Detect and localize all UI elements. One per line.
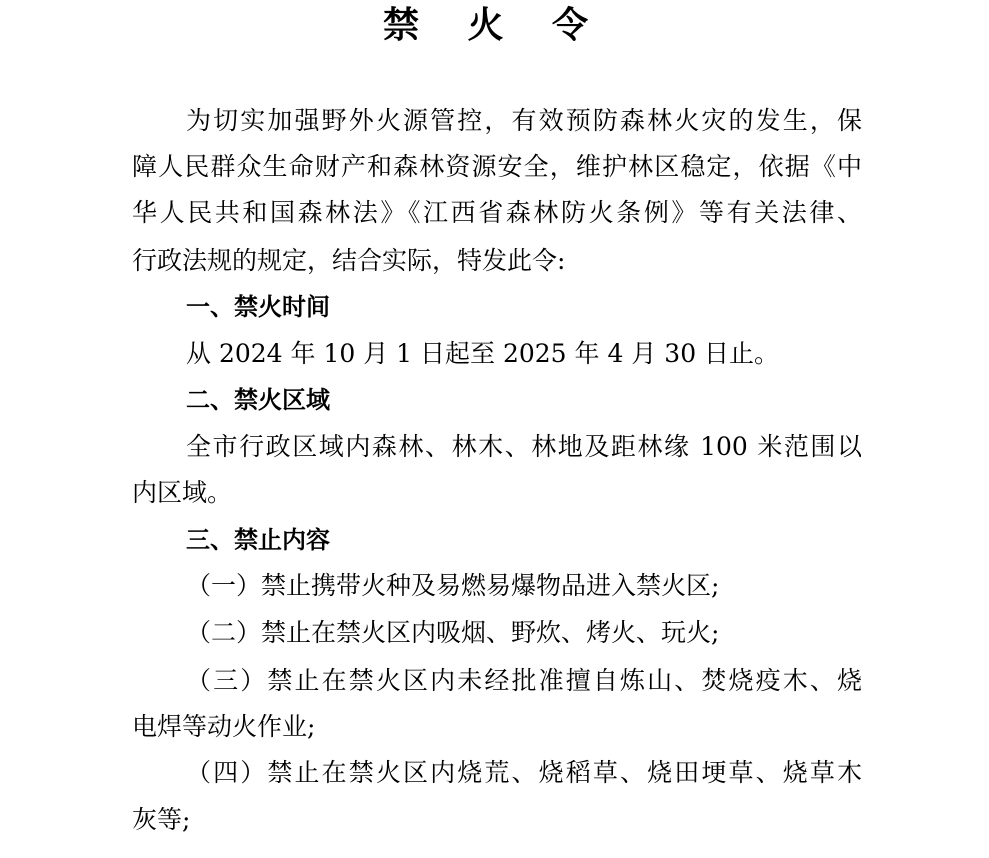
section-heading: 三、禁止内容: [186, 526, 330, 554]
paragraph-line: 从 2024 年 10 月 1 日起至 2025 年 4 月 30 日止。: [186, 339, 780, 368]
list-item: （二）禁止在禁火区内吸烟、野炊、烤火、玩火;: [186, 618, 720, 647]
section-heading: 二、禁火区域: [186, 386, 330, 414]
list-item: （一）禁止携带火种及易燃易爆物品进入禁火区;: [186, 571, 720, 600]
paragraph-line: 障人民群众生命财产和森林资源安全，维护林区稳定，依据《中: [132, 152, 862, 181]
section-heading: 一、禁火时间: [186, 293, 330, 321]
list-item: （三）禁止在禁火区内未经批准擅自炼山、焚烧疫木、烧: [186, 666, 862, 695]
paragraph-line: 内区域。: [132, 478, 233, 507]
paragraph-line: 行政法规的规定，结合实际，特发此令:: [132, 246, 566, 275]
list-item-continuation: 灰等;: [132, 805, 191, 834]
document-title: 禁 火 令: [382, 5, 607, 46]
list-item-continuation: 电焊等动火作业;: [132, 712, 316, 741]
paragraph-line: 为切实加强野外火源管控，有效预防森林火灾的发生，保: [186, 106, 862, 135]
paragraph-line: 全市行政区域内森林、林木、林地及距林缘 100 米范围以: [186, 432, 862, 461]
paragraph-line: 华人民共和国森林法》《江西省森林防火条例》等有关法律、: [132, 198, 862, 227]
list-item: （四）禁止在禁火区内烧荒、烧稻草、烧田埂草、烧草木: [186, 758, 862, 787]
